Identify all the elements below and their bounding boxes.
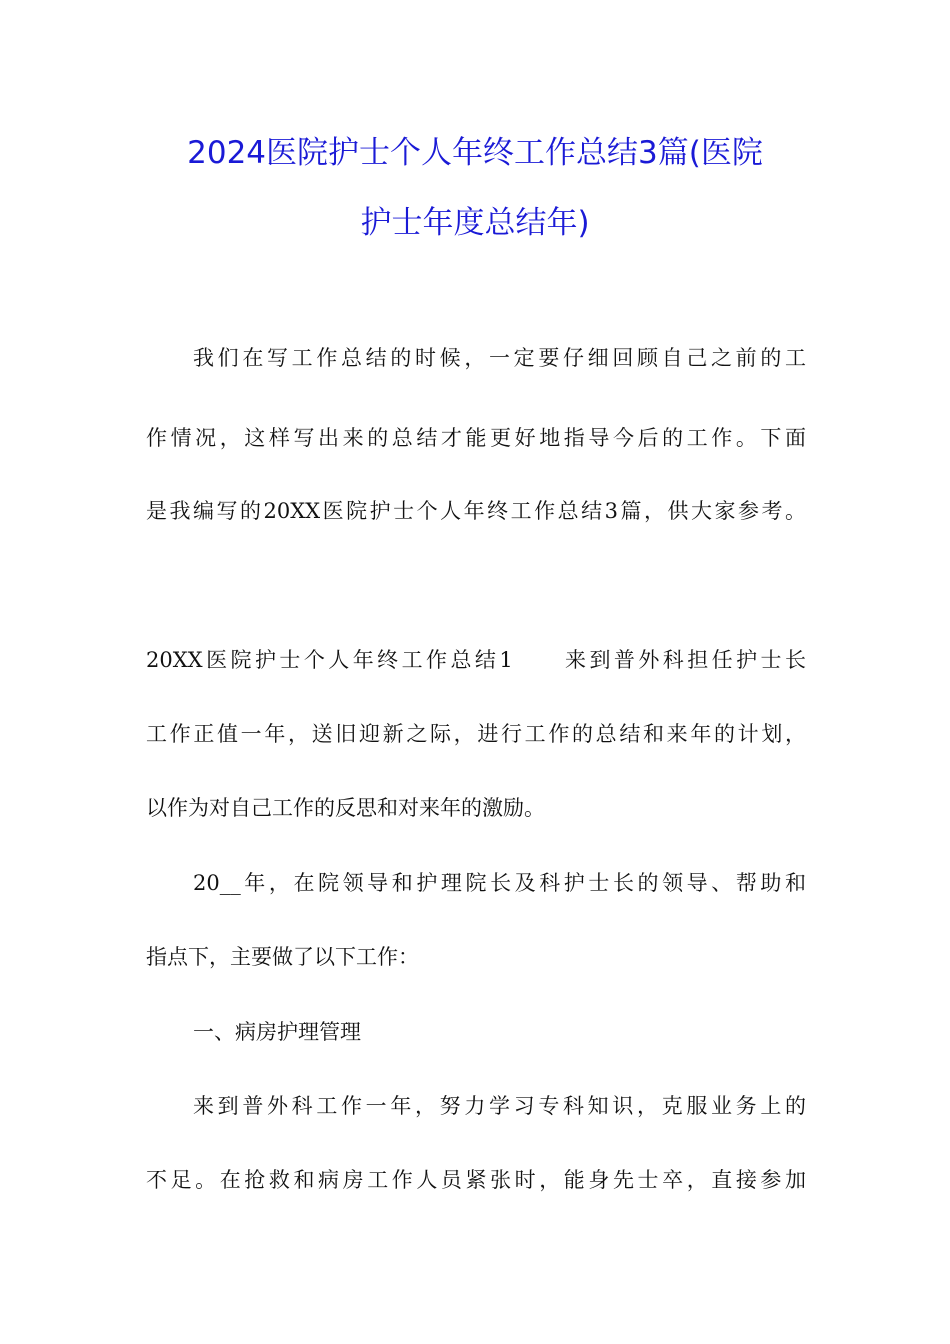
- body-line: 不足。在抢救和病房工作人员紧张时，能身先士卒，直接参加: [146, 1168, 806, 1192]
- body-line: 工作正值一年，送旧迎新之际，进行工作的总结和来年的计划，: [146, 722, 806, 746]
- subheading-line: 一、病房护理管理: [193, 1020, 361, 1044]
- body-line: 来到普外科工作一年，努力学习专科知识，克服业务上的: [193, 1094, 806, 1118]
- body-line: 是我编写的20XX医院护士个人年终工作总结3篇，供大家参考。: [146, 499, 806, 523]
- body-line: 20__年，在院领导和护理院长及科护士长的领导、帮助和: [193, 871, 806, 895]
- body-line: 以作为对自己工作的反思和对来年的激励。: [146, 796, 545, 820]
- title-line-1: 2024医院护士个人年终工作总结3篇(医院: [187, 135, 763, 171]
- section-heading-line: 20XX医院护士个人年终工作总结1 来到普外科担任护士长: [146, 648, 806, 672]
- body-line: 作情况，这样写出来的总结才能更好地指导今后的工作。下面: [146, 426, 806, 450]
- document-title: [100, 118, 850, 258]
- title-line-2: 护士年度总结年): [360, 205, 590, 241]
- body-line: 我们在写工作总结的时候，一定要仔细回顾自己之前的工: [193, 346, 806, 370]
- body-line: 指点下，主要做了以下工作：: [146, 945, 419, 969]
